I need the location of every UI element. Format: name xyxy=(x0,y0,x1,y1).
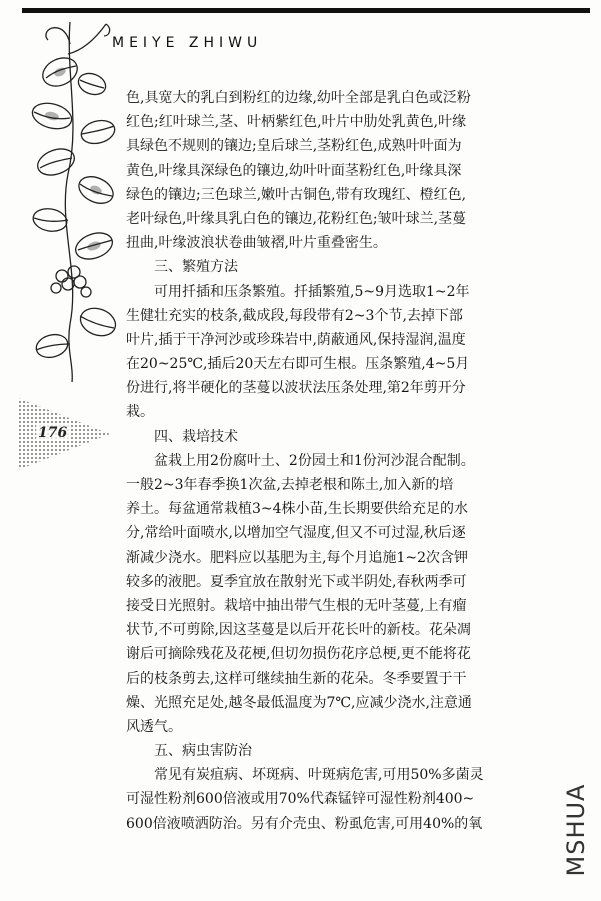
running-title: MEIYE ZHIWU xyxy=(112,35,263,51)
text-line: 接受日光照射。栽培中抽出带气生根的无叶茎蔓,上有瘤 xyxy=(126,597,467,614)
text-line: 生健壮充实的枝条,截成段,每段带有2~3个节,去掉下部 xyxy=(126,307,463,324)
section-heading: 五、病虫害防治 xyxy=(154,743,252,760)
vine-illustration xyxy=(22,14,122,384)
text-line: 绿色的镶边;三色球兰,嫩叶古铜色,带有玫瑰红、橙红色, xyxy=(126,186,467,203)
text-line: 谢后可摘除残花及花梗,但切勿损伤花序总梗,更不能将花 xyxy=(126,646,471,663)
text-line: 600倍液喷洒防治。另有介壳虫、粉虱危害,可用40%的氧 xyxy=(126,815,483,832)
watermark-text: MSHUA xyxy=(562,783,590,877)
text-line: 一般2~3年春季换1次盆,去掉老根和陈土,加入新的培 xyxy=(126,477,454,493)
text-line: 在20~25℃,插后20天左右即可生根。压条繁殖,4~5月 xyxy=(126,356,470,373)
text-line: 风透气。 xyxy=(126,718,182,735)
text-line: 老叶绿色,叶缘具乳白色的镶边,花粉红色;皱叶球兰,茎蔓 xyxy=(126,210,467,227)
text-line: 盆栽上用2份腐叶土、2份园土和1份河沙混合配制。 xyxy=(154,452,475,469)
body-text xyxy=(126,86,544,836)
text-line: 燥、光照充足处,越冬最低温度为7℃,应减少浇水,注意通 xyxy=(126,694,472,711)
text-line: 扭曲,叶缘波浪状卷曲皱褶,叶片重叠密生。 xyxy=(126,235,387,252)
text-line: 后的枝条剪去,这样可继续抽生新的花朵。冬季要置于干 xyxy=(126,670,467,687)
text-line: 具绿色不规则的镶边;皇后球兰,茎粉红色,成熟叶叶面为 xyxy=(126,138,462,155)
text-line: 黄色,叶缘具深绿色的镶边,幼叶叶面茎粉红色,叶缘具深 xyxy=(126,162,462,179)
text-line: 份进行,将半硬化的茎蔓以波状法压条处理,第2年剪开分 xyxy=(126,380,466,397)
text-line: 可用扦插和压条繁殖。扦插繁殖,5~9月选取1~2年 xyxy=(154,283,470,300)
text-line: 可湿性粉剂600倍液或用70%代森锰锌可湿性粉剂400~ xyxy=(126,791,475,808)
text-line: 色,具宽大的乳白到粉红的边缘,幼叶全部是乳白色或泛粉 xyxy=(126,90,471,106)
text-line: 较多的液肥。夏季宜放在散射光下或半阴处,春秋两季可 xyxy=(126,573,467,590)
text-line: 渐减少浇水。肥料应以基肥为主,每个月追施1~2次含钾 xyxy=(126,549,468,566)
text-line: 红色;红叶球兰,茎、叶柄紫红色,叶片中肋处乳黄色,叶缘 xyxy=(126,114,467,131)
text-line: 叶片,插于干净河沙或珍珠岩中,荫蔽通风,保持湿润,温度 xyxy=(126,331,466,348)
text-line: 状节,不可剪除,因这茎蔓是以后开花长叶的新枝。花朵凋 xyxy=(126,622,471,639)
page-number: 176 xyxy=(38,425,68,441)
text-line: 养土。每盆通常栽植3~4株小苗,生长期要供给充足的水 xyxy=(126,501,468,518)
text-line: 栽。 xyxy=(126,404,154,421)
section-heading: 四、栽培技术 xyxy=(154,428,238,445)
header-rule xyxy=(22,8,590,13)
watermark xyxy=(560,770,592,890)
section-heading: 三、繁殖方法 xyxy=(154,259,238,276)
text-line: 常见有炭疽病、坏斑病、叶斑病危害,可用50%多菌灵 xyxy=(154,767,484,784)
text-line: 分,常给叶面喷水,以增加空气湿度,但又不可过湿,秋后逐 xyxy=(126,525,466,542)
